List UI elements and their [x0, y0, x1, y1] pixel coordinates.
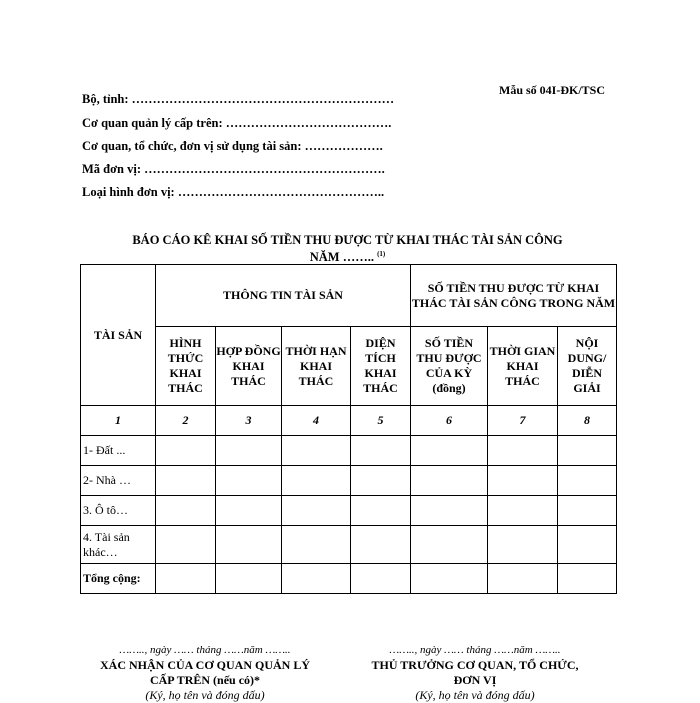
table-cell	[282, 564, 351, 594]
table-cell	[351, 526, 411, 564]
table-cell	[282, 526, 351, 564]
table-cell	[488, 526, 558, 564]
signature-title-left-2: CẤP TRÊN (nếu có)*	[149, 673, 261, 687]
table-row	[81, 496, 617, 526]
asset-income-table	[80, 264, 617, 594]
table-cell	[216, 526, 282, 564]
header-field-unit-type: Loại hình đơn vị: …………………………………………..	[82, 185, 385, 199]
col-number: 7	[488, 406, 558, 436]
signature-title-left-1: XÁC NHẬN CỦA CƠ QUAN QUẢN LÝ	[100, 658, 310, 672]
signature-title-right-1: THỦ TRƯỞNG CƠ QUAN, TỔ CHỨC,	[371, 658, 579, 672]
table-row	[81, 466, 617, 496]
col-number: 3	[216, 406, 282, 436]
signature-note-right: (Ký, họ tên và đóng dấu)	[415, 688, 535, 702]
table-row	[81, 526, 617, 564]
table-cell	[411, 496, 488, 526]
table-cell	[558, 564, 617, 594]
report-title-line1: BÁO CÁO KÊ KHAI SỐ TIỀN THU ĐƯỢC TỪ KHAI THÁC TÀI SẢN CÔNG	[132, 233, 563, 247]
table-cell	[282, 466, 351, 496]
row-label-house: 2- Nhà …	[81, 466, 156, 496]
header-asset-info: THÔNG TIN TÀI SẢN	[156, 265, 411, 327]
col-number: 8	[558, 406, 617, 436]
table-cell	[351, 564, 411, 594]
header-field-superior-agency: Cơ quan quản lý cấp trên: ………………………………….	[82, 116, 392, 130]
table-cell	[156, 466, 216, 496]
col-number: 6	[411, 406, 488, 436]
table-cell	[156, 496, 216, 526]
table-cell	[282, 436, 351, 466]
table-cell	[351, 496, 411, 526]
col-number: 4	[282, 406, 351, 436]
table-cell	[216, 496, 282, 526]
header-exploitation-contract: HỢP ĐỒNG KHAI THÁC	[216, 327, 282, 406]
form-code: Mẫu số 04I-ĐK/TSC	[499, 83, 606, 97]
table-cell	[488, 436, 558, 466]
table-row	[81, 436, 617, 466]
table-cell	[216, 564, 282, 594]
header-exploitation-form: HÌNH THỨC KHAI THÁC	[156, 327, 216, 406]
table-cell	[282, 496, 351, 526]
table-cell	[216, 436, 282, 466]
header-exploitation-area: DIỆN TÍCH KHAI THÁC	[351, 327, 411, 406]
col-number: 1	[81, 406, 156, 436]
row-label-land: 1- Đất ...	[81, 436, 156, 466]
table-cell	[558, 436, 617, 466]
table-cell	[411, 526, 488, 564]
table-cell	[488, 496, 558, 526]
table-cell	[411, 436, 488, 466]
report-title-line2: NĂM ……..	[309, 250, 374, 265]
table-cell	[558, 526, 617, 564]
table-cell	[351, 466, 411, 496]
signature-block-superior	[60, 643, 350, 703]
row-label-other: 4. Tài sản khác…	[81, 526, 156, 564]
signature-title-right-2: ĐƠN VỊ	[453, 673, 497, 687]
table-cell	[351, 436, 411, 466]
table-cell	[156, 526, 216, 564]
col-number: 5	[351, 406, 411, 436]
report-title-line2-wrap	[80, 247, 615, 264]
table-cell	[558, 496, 617, 526]
row-label-car: 3. Ô tô…	[81, 496, 156, 526]
table-cell	[411, 564, 488, 594]
table-cell	[216, 466, 282, 496]
signature-date-left: …….., ngày …… tháng ……năm ……..	[119, 644, 291, 656]
header-asset: TÀI SẢN	[81, 265, 156, 406]
col-number: 2	[156, 406, 216, 436]
table-cell	[488, 466, 558, 496]
table-row	[81, 564, 617, 594]
report-title-footnote: (1)	[377, 250, 386, 258]
table-cell	[558, 466, 617, 496]
report-title	[80, 233, 615, 264]
header-field-unit-code: Mã đơn vị: ………………………………………………….	[82, 162, 385, 176]
table-cell	[488, 564, 558, 594]
table-cell	[156, 564, 216, 594]
table-cell	[156, 436, 216, 466]
header-field-ministry: Bộ, tỉnh: ………………………………………………………	[82, 92, 395, 106]
row-label-total: Tổng cộng:	[81, 564, 156, 594]
header-field-using-unit: Cơ quan, tổ chức, đơn vị sử dụng tài sản: ……………….	[82, 139, 383, 153]
header-amount-collected: SỐ TIỀN THU ĐƯỢC CỦA KỲ (đồng)	[411, 327, 488, 406]
signature-block-head	[330, 643, 620, 703]
header-exploitation-time: THỜI GIAN KHAI THÁC	[488, 327, 558, 406]
header-income: SỐ TIỀN THU ĐƯỢC TỪ KHAI THÁC TÀI SẢN CÔNG TRONG NĂM	[411, 265, 617, 327]
table-cell	[411, 466, 488, 496]
header-exploitation-term: THỜI HẠN KHAI THÁC	[282, 327, 351, 406]
header-description: NỘI DUNG/ DIỄN GIẢI	[558, 327, 617, 406]
signature-note-left: (Ký, họ tên và đóng dấu)	[145, 688, 265, 702]
signature-date-right: …….., ngày …… tháng ……năm ……..	[389, 644, 561, 656]
